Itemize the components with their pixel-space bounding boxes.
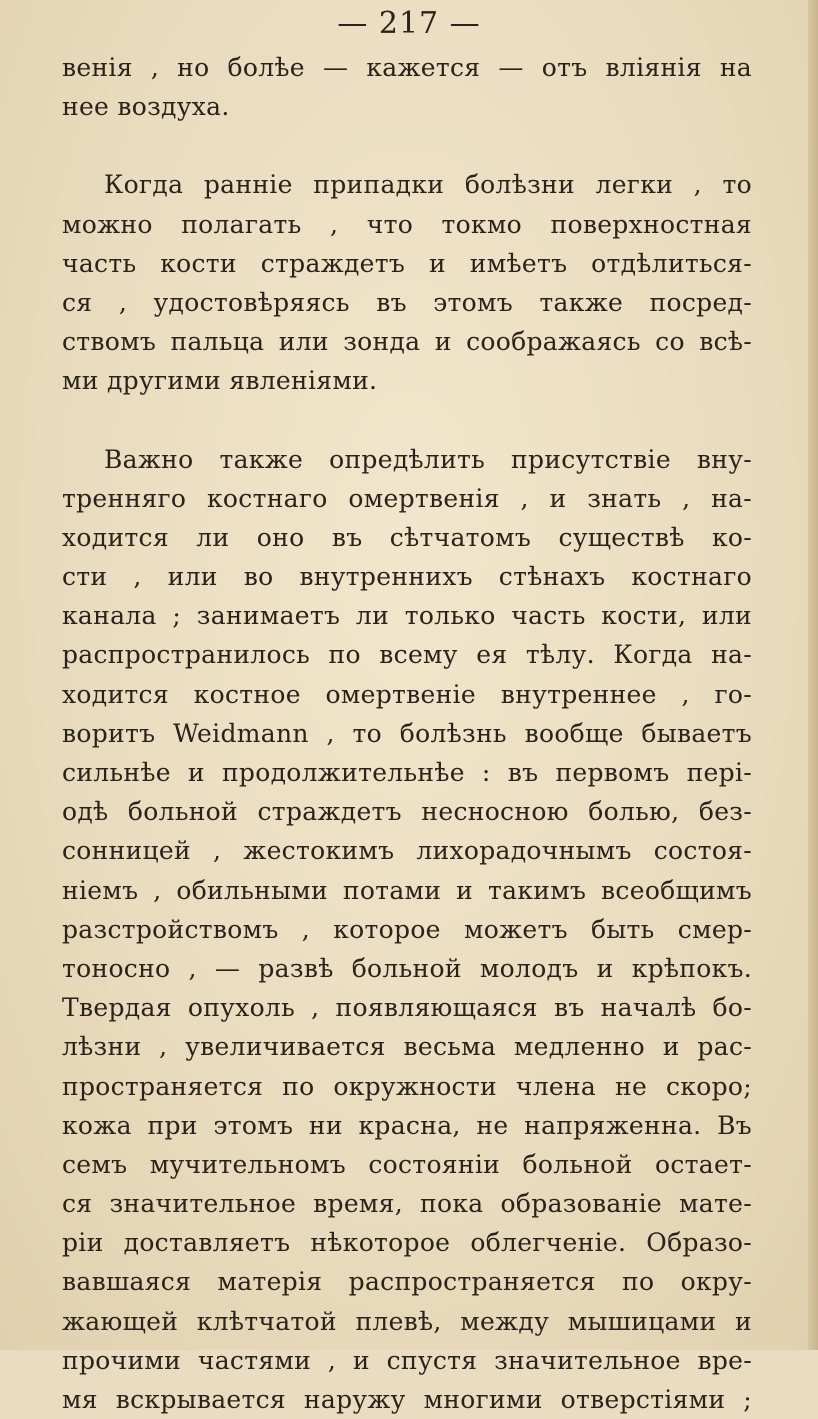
text-line: прочими частями , и спустя значительное вре- [62,1345,752,1375]
paragraph-gap [62,126,752,165]
text-line: распространилось по всему ея тѣлу. Когда на- [62,640,752,670]
text-line: вавшаяся матерія распространяется по окру- [62,1267,752,1297]
text-line: воритъ Weidmann , то болѣзнь вообще бываетъ [62,718,752,748]
text-line: разстройствомъ , которое можетъ быть смер- [62,914,752,944]
text-line: ся значительное время, пока образованіе мате- [62,1189,752,1219]
text-line: сти , или во внутреннихъ стѣнахъ костнаго [62,562,752,592]
text-line: семъ мучительномъ состояніи больной остает- [62,1149,752,1179]
text-line: ходится ли оно въ сѣтчатомъ существѣ ко- [62,522,752,552]
text-line: ходится костное омертвеніе внутреннее , го- [62,679,752,709]
text-line: ніемъ , обильными потами и такимъ всеобщимъ [62,875,752,905]
text-line: жающей клѣтчатой плевѣ, между мышицами и [62,1306,752,1336]
body-text [62,48,752,1419]
text-line: можно полагать , что токмо поверхностная [62,209,752,239]
text-line: пространяется по окружности члена не скоро; [62,1071,752,1101]
text-line: часть кости страждетъ и имѣетъ отдѣлиться- [62,248,752,278]
text-line: ся , удостовѣряясь въ этомъ также посред- [62,287,752,317]
text-line: Важно также опредѣлить присутствіе вну- [104,444,752,474]
text-line: ствомъ пальца или зонда и соображаясь со всѣ- [62,327,752,357]
text-line: тоносно , — развѣ больной молодъ и крѣпокъ. [62,953,752,983]
text-line: Когда ранніе припадки болѣзни легки , то [104,170,752,200]
text-line: лѣзни , увеличивается весьма медленно и рас- [62,1032,752,1062]
text-line: кожа при этомъ ни красна, не напряженна. Въ [62,1110,752,1140]
text-line: канала ; занимаетъ ли только часть кости, или [62,601,752,631]
text-line: ріи доставляетъ нѣкоторое облегченіе. Образо- [62,1228,752,1258]
paragraph-gap [62,401,752,440]
text-line: сонницей , жестокимъ лихорадочнымъ состоя- [62,836,752,866]
text-line: тренняго костнаго омертвенія , и знать , на- [62,483,752,513]
text-line: ми другими явленіями. [62,366,378,396]
text-line: сильнѣе и продолжительнѣе : въ первомъ пері- [62,758,752,787]
text-line: Твердая опухоль , появляющаяся въ началѣ бо- [62,993,752,1023]
page-edge [808,0,818,1350]
text-line: нее воздуха. [62,92,230,122]
page-number: — 217 — [337,6,481,41]
text-line: венія , но болѣе — кажется — отъ вліянія на [62,53,752,82]
text-line: одѣ больной страждетъ несносною болью, без- [62,797,752,827]
text-line: мя вскрывается наружу многими отверстіями ; [62,1385,752,1414]
